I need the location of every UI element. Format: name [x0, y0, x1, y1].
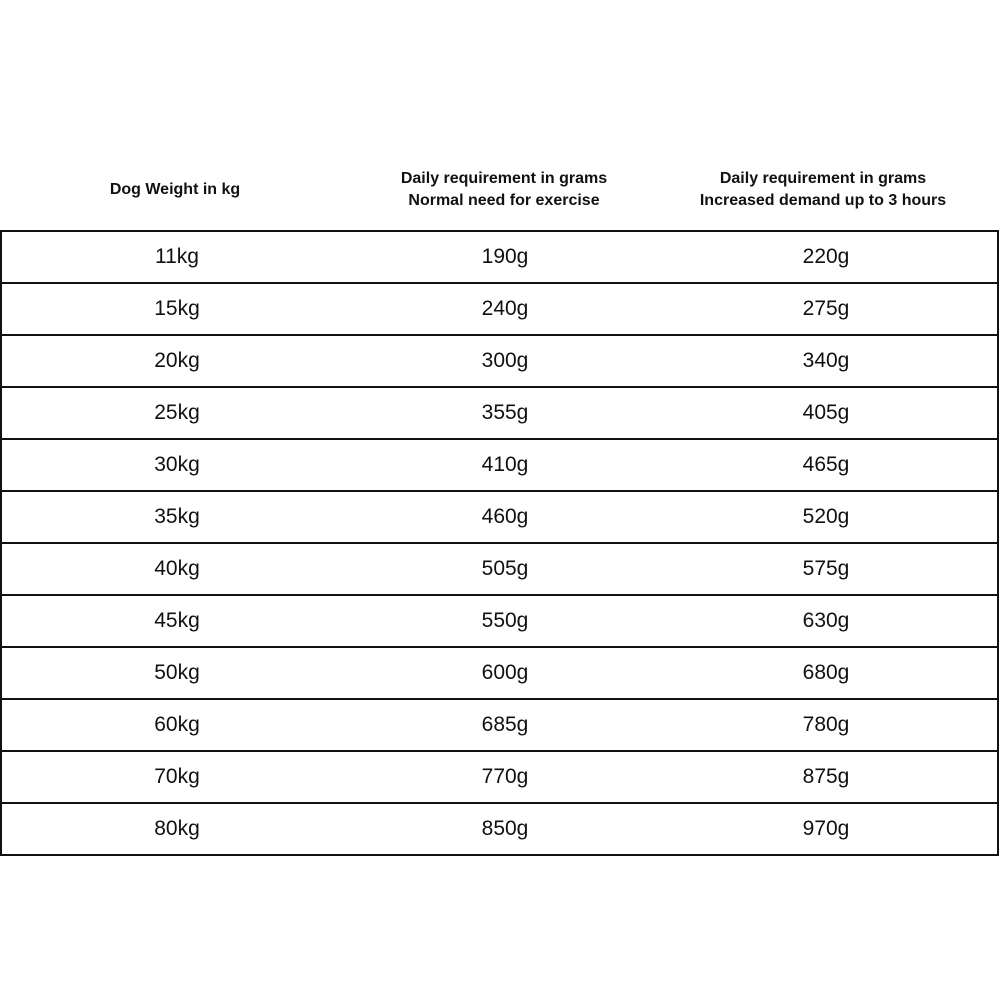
table-row	[0, 492, 999, 544]
increased-demand-cell: 680g	[802, 661, 850, 684]
increased-demand-cell: 520g	[802, 505, 850, 528]
weight-cell: 35kg	[154, 505, 200, 528]
weight-cell: 40kg	[154, 557, 200, 580]
normal-need-cell: 770g	[481, 765, 529, 788]
weight-cell: 20kg	[154, 349, 200, 372]
table-row	[0, 700, 999, 752]
increased-demand-cell: 875g	[802, 765, 850, 788]
normal-need-cell: 460g	[481, 505, 529, 528]
table-row	[0, 232, 999, 284]
normal-need-cell: 190g	[481, 245, 529, 268]
normal-need-cell: 505g	[481, 557, 529, 580]
header-normal-need	[350, 150, 658, 230]
header-normal-need-line1: Daily requirement in grams	[400, 170, 608, 187]
header-increased-demand	[658, 150, 988, 230]
weight-cell: 30kg	[154, 453, 200, 476]
increased-demand-cell: 405g	[802, 401, 850, 424]
weight-cell: 50kg	[154, 661, 200, 684]
normal-need-cell: 550g	[481, 609, 529, 632]
header-increased-demand-line1: Daily requirement in grams	[719, 170, 927, 187]
table-row	[0, 544, 999, 596]
weight-cell: 80kg	[154, 817, 200, 840]
increased-demand-cell: 780g	[802, 713, 850, 736]
weight-cell: 60kg	[154, 713, 200, 736]
weight-cell: 15kg	[154, 297, 200, 320]
table-row	[0, 284, 999, 336]
weight-cell: 11kg	[155, 245, 199, 268]
table-row	[0, 596, 999, 648]
weight-cell: 70kg	[154, 765, 200, 788]
increased-demand-cell: 970g	[802, 817, 850, 840]
feeding-table	[0, 230, 999, 856]
normal-need-cell: 300g	[481, 349, 529, 372]
table-row	[0, 440, 999, 492]
increased-demand-cell: 340g	[802, 349, 850, 372]
normal-need-cell: 410g	[481, 453, 529, 476]
normal-need-cell: 600g	[481, 661, 529, 684]
table-row	[0, 752, 999, 804]
header-normal-need-line2: Normal need for exercise	[408, 192, 600, 209]
table-row	[0, 388, 999, 440]
increased-demand-cell: 275g	[802, 297, 850, 320]
header-dog-weight	[0, 150, 350, 230]
weight-cell: 25kg	[154, 401, 200, 424]
table-row	[0, 336, 999, 388]
normal-need-cell: 240g	[481, 297, 529, 320]
increased-demand-cell: 575g	[802, 557, 850, 580]
table-row	[0, 804, 999, 856]
header-dog-weight-label: Dog Weight in kg	[109, 181, 241, 198]
table-row	[0, 648, 999, 700]
normal-need-cell: 355g	[481, 401, 529, 424]
header-increased-demand-line2: Increased demand up to 3 hours	[699, 192, 947, 209]
weight-cell: 45kg	[154, 609, 200, 632]
increased-demand-cell: 465g	[802, 453, 850, 476]
increased-demand-cell: 630g	[802, 609, 850, 632]
normal-need-cell: 850g	[481, 817, 529, 840]
normal-need-cell: 685g	[481, 713, 529, 736]
table-header	[0, 150, 1000, 230]
increased-demand-cell: 220g	[802, 245, 850, 268]
